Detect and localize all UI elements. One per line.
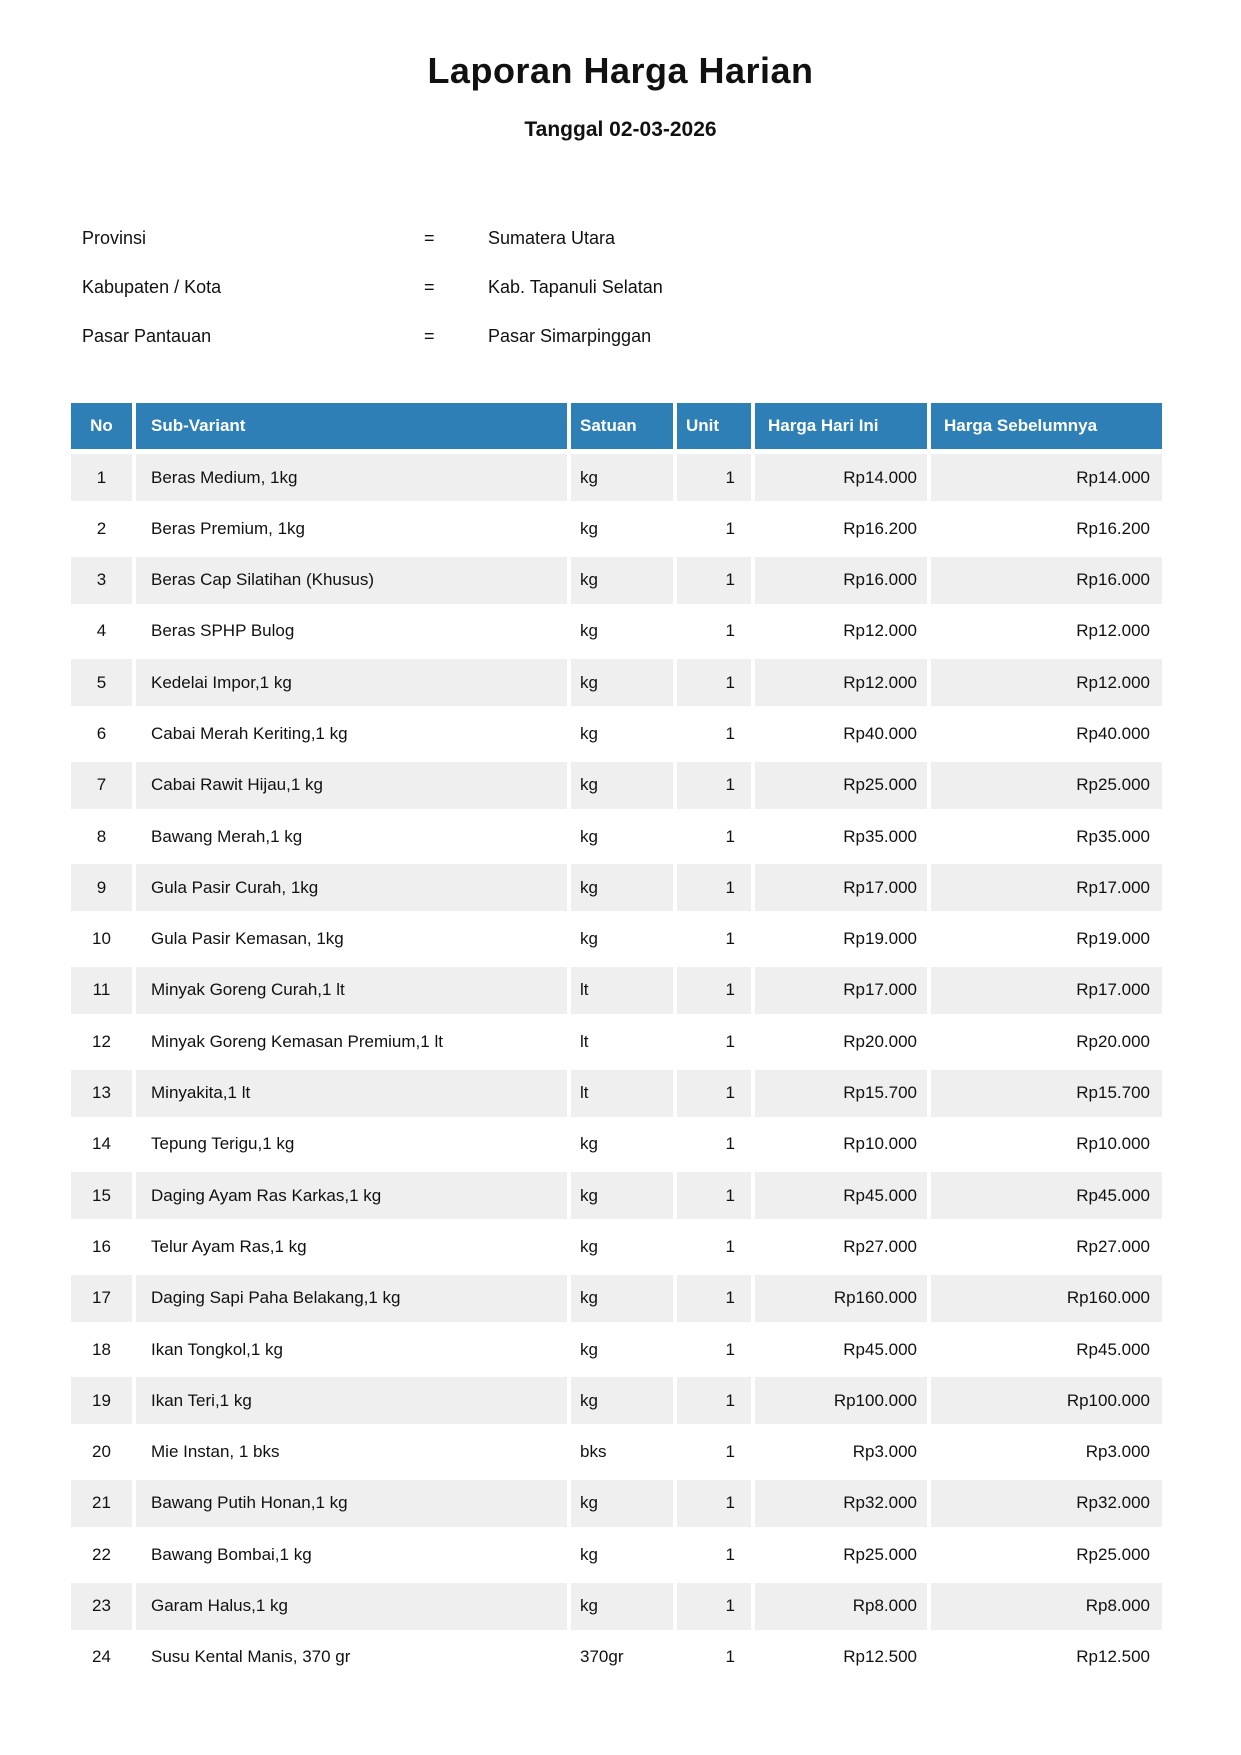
harga-hari-ini-cell: Rp160.000: [755, 1275, 927, 1322]
harga-sebelumnya-cell: Rp16.000: [931, 557, 1162, 604]
table-row: [71, 1531, 1162, 1578]
harga-sebelumnya-cell: Rp10.000: [1076, 1134, 1150, 1154]
column-header-harga-sebelumnya: Harga Sebelumnya: [931, 403, 1162, 449]
harga-sebelumnya-cell: Rp16.200: [1076, 518, 1150, 538]
satuan-cell: kg: [571, 1480, 673, 1527]
unit-cell: 1: [725, 621, 735, 641]
table-header-row: [71, 403, 1162, 449]
sub-variant-cell: Ikan Teri,1 kg: [136, 1377, 567, 1424]
harga-sebelumnya-cell: Rp3.000: [1085, 1442, 1150, 1462]
table-row: [71, 557, 1162, 604]
harga-sebelumnya-cell: Rp27.000: [1076, 1236, 1150, 1256]
unit-cell: 1: [677, 1377, 751, 1424]
harga-hari-ini-cell: Rp17.000: [755, 864, 927, 911]
row-number-cell: 21: [71, 1480, 132, 1527]
table-row: [71, 762, 1162, 809]
sub-variant-cell: Daging Sapi Paha Belakang,1 kg: [136, 1275, 567, 1322]
satuan-cell: kg: [580, 826, 598, 846]
row-number-cell: 11: [71, 967, 132, 1014]
sub-variant-cell: Minyak Goreng Kemasan Premium,1 lt: [151, 1031, 443, 1051]
sub-variant-cell: Gula Pasir Curah, 1kg: [136, 864, 567, 911]
sub-variant-cell: Cabai Rawit Hijau,1 kg: [136, 762, 567, 809]
sub-variant-cell: Minyakita,1 lt: [136, 1070, 567, 1117]
harga-hari-ini-cell: Rp17.000: [755, 967, 927, 1014]
sub-variant-cell: Mie Instan, 1 bks: [151, 1442, 280, 1462]
satuan-cell: kg: [580, 1339, 598, 1359]
satuan-cell: kg: [580, 621, 598, 641]
row-number-cell: 24: [92, 1647, 111, 1667]
row-number-cell: 8: [96, 826, 107, 846]
satuan-cell: kg: [571, 557, 673, 604]
harga-hari-ini-cell: Rp100.000: [755, 1377, 927, 1424]
unit-cell: 1: [725, 929, 735, 949]
row-number-cell: 17: [71, 1275, 132, 1322]
table-row: [71, 1480, 1162, 1527]
harga-sebelumnya-cell: Rp17.000: [931, 967, 1162, 1014]
row-number-cell: 16: [92, 1236, 111, 1256]
table-row: [71, 1377, 1162, 1424]
harga-hari-ini-cell: Rp10.000: [843, 1134, 917, 1154]
sub-variant-cell: Bawang Putih Honan,1 kg: [136, 1480, 567, 1527]
unit-cell: 1: [677, 659, 751, 706]
sub-variant-cell: Ikan Tongkol,1 kg: [151, 1339, 283, 1359]
harga-sebelumnya-cell: Rp40.000: [1076, 723, 1150, 743]
harga-sebelumnya-cell: Rp12.000: [931, 659, 1162, 706]
table-row: [71, 864, 1162, 911]
sub-variant-cell: Daging Ayam Ras Karkas,1 kg: [136, 1172, 567, 1219]
row-number-cell: 19: [71, 1377, 132, 1424]
harga-sebelumnya-cell: Rp25.000: [931, 762, 1162, 809]
unit-cell: 1: [677, 1070, 751, 1117]
unit-cell: 1: [677, 1275, 751, 1322]
unit-cell: 1: [677, 967, 751, 1014]
table-row: [71, 454, 1162, 501]
sub-variant-cell: Telur Ayam Ras,1 kg: [151, 1236, 307, 1256]
pasar-equals-sign: =: [424, 326, 435, 346]
pasar-label: Pasar Pantauan: [82, 326, 212, 346]
table-body: [71, 454, 1162, 1681]
harga-hari-ini-cell: Rp12.000: [843, 621, 917, 641]
unit-cell: 1: [677, 1172, 751, 1219]
harga-sebelumnya-cell: Rp32.000: [931, 1480, 1162, 1527]
row-number-cell: 10: [92, 929, 111, 949]
harga-sebelumnya-cell: Rp12.000: [1076, 621, 1150, 641]
price-table: [71, 403, 1162, 1685]
sub-variant-cell: Susu Kental Manis, 370 gr: [151, 1647, 351, 1667]
satuan-cell: lt: [571, 1070, 673, 1117]
row-number-cell: 14: [92, 1134, 111, 1154]
harga-sebelumnya-cell: Rp17.000: [931, 864, 1162, 911]
row-number-cell: 3: [71, 557, 132, 604]
harga-hari-ini-cell: Rp8.000: [755, 1583, 927, 1630]
row-number-cell: 9: [71, 864, 132, 911]
sub-variant-cell: Kedelai Impor,1 kg: [136, 659, 567, 706]
column-header-sub-variant: Sub-Variant: [136, 403, 567, 449]
table-row: [71, 1326, 1162, 1373]
harga-sebelumnya-cell: Rp15.700: [931, 1070, 1162, 1117]
unit-cell: 1: [725, 1544, 735, 1564]
page-title: Laporan Harga Harian: [427, 50, 814, 91]
harga-sebelumnya-cell: Rp20.000: [1076, 1031, 1150, 1051]
sub-variant-cell: Gula Pasir Kemasan, 1kg: [151, 929, 344, 949]
unit-cell: 1: [677, 557, 751, 604]
sub-variant-cell: Beras Premium, 1kg: [151, 518, 305, 538]
sub-variant-cell: Minyak Goreng Curah,1 lt: [136, 967, 567, 1014]
table-row: [71, 505, 1162, 552]
satuan-cell: kg: [571, 1275, 673, 1322]
kabupaten-equals-sign: =: [424, 277, 435, 297]
unit-cell: 1: [725, 1236, 735, 1256]
harga-hari-ini-cell: Rp12.000: [755, 659, 927, 706]
satuan-cell: kg: [571, 454, 673, 501]
row-number-cell: 5: [71, 659, 132, 706]
column-header-harga-hari-ini: Harga Hari Ini: [755, 403, 927, 449]
table-row: [71, 1429, 1162, 1476]
harga-sebelumnya-cell: Rp12.500: [1076, 1647, 1150, 1667]
column-header-unit: Unit: [677, 403, 751, 449]
row-number-cell: 4: [96, 621, 107, 641]
unit-cell: 1: [725, 826, 735, 846]
harga-sebelumnya-cell: Rp100.000: [931, 1377, 1162, 1424]
kabupaten-label: Kabupaten / Kota: [82, 277, 222, 297]
report-date: Tanggal 02-03-2026: [524, 118, 717, 141]
row-number-cell: 2: [96, 518, 107, 538]
info-row-pasar: [0, 326, 1241, 375]
harga-sebelumnya-cell: Rp35.000: [1076, 826, 1150, 846]
unit-cell: 1: [725, 1647, 735, 1667]
satuan-cell: kg: [580, 518, 598, 538]
row-number-cell: 7: [71, 762, 132, 809]
harga-hari-ini-cell: Rp16.200: [843, 518, 917, 538]
kabupaten-value: Kab. Tapanuli Selatan: [488, 277, 663, 297]
unit-cell: 1: [677, 454, 751, 501]
satuan-cell: kg: [580, 929, 598, 949]
row-number-cell: 20: [92, 1442, 111, 1462]
unit-cell: 1: [725, 1442, 735, 1462]
row-number-cell: 23: [71, 1583, 132, 1630]
harga-hari-ini-cell: Rp19.000: [843, 929, 917, 949]
report-info-block: [0, 228, 1241, 375]
harga-hari-ini-cell: Rp16.000: [755, 557, 927, 604]
satuan-cell: kg: [571, 659, 673, 706]
sub-variant-cell: Beras Medium, 1kg: [136, 454, 567, 501]
table-row: [71, 1121, 1162, 1168]
satuan-cell: kg: [580, 1236, 598, 1256]
table-row: [71, 1070, 1162, 1117]
row-number-cell: 13: [71, 1070, 132, 1117]
table-row: [71, 813, 1162, 860]
unit-cell: 1: [725, 723, 735, 743]
table-row: [71, 1583, 1162, 1630]
harga-hari-ini-cell: Rp32.000: [755, 1480, 927, 1527]
provinsi-equals-sign: =: [424, 228, 435, 248]
harga-hari-ini-cell: Rp20.000: [843, 1031, 917, 1051]
pasar-value: Pasar Simarpinggan: [488, 326, 652, 346]
sub-variant-cell: Tepung Terigu,1 kg: [151, 1134, 295, 1154]
harga-sebelumnya-cell: Rp19.000: [1076, 929, 1150, 949]
satuan-cell: kg: [580, 1544, 598, 1564]
row-number-cell: 22: [92, 1544, 111, 1564]
row-number-cell: 12: [92, 1031, 111, 1051]
satuan-cell: kg: [571, 1583, 673, 1630]
sub-variant-cell: Beras Cap Silatihan (Khusus): [136, 557, 567, 604]
table-row: [71, 1223, 1162, 1270]
unit-cell: 1: [725, 1134, 735, 1154]
row-number-cell: 6: [96, 723, 107, 743]
harga-hari-ini-cell: Rp3.000: [852, 1442, 917, 1462]
harga-hari-ini-cell: Rp12.500: [843, 1647, 917, 1667]
table-row: [71, 1172, 1162, 1219]
satuan-cell: kg: [571, 864, 673, 911]
sub-variant-cell: Garam Halus,1 kg: [136, 1583, 567, 1630]
harga-sebelumnya-cell: Rp25.000: [1076, 1544, 1150, 1564]
table-row: [71, 1634, 1162, 1681]
satuan-cell: 370gr: [580, 1647, 624, 1667]
harga-hari-ini-cell: Rp45.000: [755, 1172, 927, 1219]
sub-variant-cell: Bawang Merah,1 kg: [151, 826, 303, 846]
harga-hari-ini-cell: Rp45.000: [843, 1339, 917, 1359]
harga-hari-ini-cell: Rp25.000: [843, 1544, 917, 1564]
table-row: [71, 710, 1162, 757]
satuan-cell: kg: [571, 762, 673, 809]
unit-cell: 1: [677, 762, 751, 809]
unit-cell: 1: [677, 864, 751, 911]
unit-cell: 1: [677, 1583, 751, 1630]
info-row-provinsi: [0, 228, 1241, 277]
harga-hari-ini-cell: Rp25.000: [755, 762, 927, 809]
table-row: [71, 1018, 1162, 1065]
satuan-cell: lt: [571, 967, 673, 1014]
unit-cell: 1: [725, 1339, 735, 1359]
harga-sebelumnya-cell: Rp14.000: [931, 454, 1162, 501]
harga-sebelumnya-cell: Rp45.000: [931, 1172, 1162, 1219]
sub-variant-cell: Cabai Merah Keriting,1 kg: [151, 723, 348, 743]
harga-hari-ini-cell: Rp27.000: [843, 1236, 917, 1256]
table-row: [71, 608, 1162, 655]
harga-hari-ini-cell: Rp40.000: [843, 723, 917, 743]
harga-hari-ini-cell: Rp15.700: [755, 1070, 927, 1117]
harga-hari-ini-cell: Rp14.000: [755, 454, 927, 501]
column-header-no: No: [71, 403, 132, 449]
sub-variant-cell: Beras SPHP Bulog: [151, 621, 295, 641]
satuan-cell: kg: [571, 1377, 673, 1424]
satuan-cell: kg: [580, 1134, 598, 1154]
unit-cell: 1: [725, 1031, 735, 1051]
satuan-cell: lt: [580, 1031, 589, 1051]
info-row-kabupaten: [0, 277, 1241, 326]
table-row: [71, 1275, 1162, 1322]
unit-cell: 1: [725, 518, 735, 538]
row-number-cell: 15: [71, 1172, 132, 1219]
satuan-cell: bks: [580, 1442, 607, 1462]
satuan-cell: kg: [571, 1172, 673, 1219]
column-header-satuan: Satuan: [571, 403, 673, 449]
harga-sebelumnya-cell: Rp8.000: [931, 1583, 1162, 1630]
table-row: [71, 659, 1162, 706]
table-row: [71, 967, 1162, 1014]
row-number-cell: 1: [71, 454, 132, 501]
harga-sebelumnya-cell: Rp45.000: [1076, 1339, 1150, 1359]
table-row: [71, 916, 1162, 963]
satuan-cell: kg: [580, 723, 598, 743]
provinsi-label: Provinsi: [82, 228, 147, 248]
unit-cell: 1: [677, 1480, 751, 1527]
harga-sebelumnya-cell: Rp160.000: [931, 1275, 1162, 1322]
harga-hari-ini-cell: Rp35.000: [843, 826, 917, 846]
sub-variant-cell: Bawang Bombai,1 kg: [151, 1544, 312, 1564]
row-number-cell: 18: [92, 1339, 111, 1359]
provinsi-value: Sumatera Utara: [488, 228, 616, 248]
